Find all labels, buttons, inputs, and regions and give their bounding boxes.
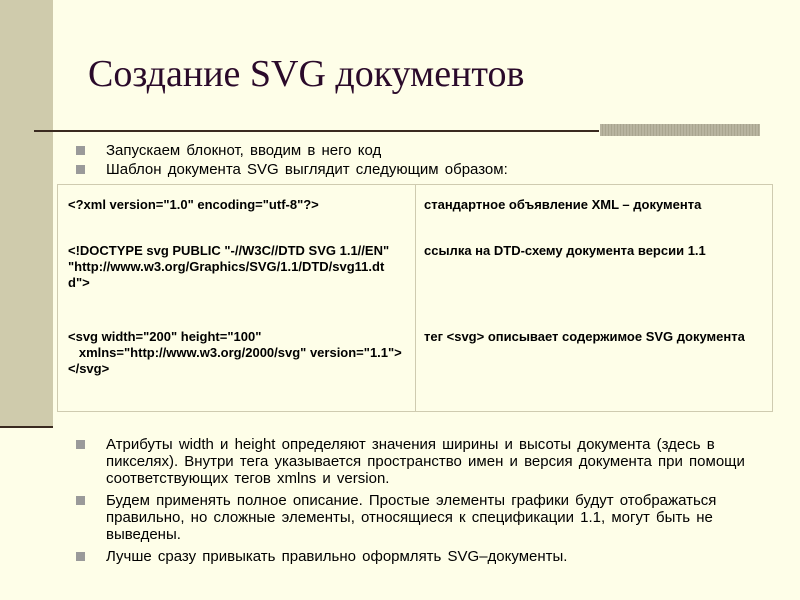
square-bullet-icon (76, 552, 85, 561)
list-item (76, 492, 776, 543)
code-column (58, 185, 416, 411)
bullet-text: Лучше сразу привыкать правильно оформлять SVG–документы. (106, 548, 568, 565)
decorative-side-bar (0, 0, 53, 426)
square-bullet-icon (76, 165, 85, 174)
bullet-text: Атрибуты width и height определяют значения ширины и высоты документа (здесь в пикселях). Внутри тега указывается пространство имен и версия документа при помощи соответствующих тегов xmlns и version. (106, 436, 745, 487)
divider-accent-block (600, 124, 760, 136)
explanation-bullet-list (76, 436, 776, 570)
code-cell-svg-tag: <svg width="200" height="100" xmlns="http://www.w3.org/2000/svg" version="1.1"> </svg> (68, 329, 402, 376)
bullet-text: Будем применять полное описание. Простые элементы графики будут отображаться правильно, но сложные элементы, относящиеся к спецификации 1.1, могут быть не выведены. (106, 492, 717, 543)
svg-template-table (57, 184, 773, 412)
square-bullet-icon (76, 496, 85, 505)
list-item (76, 161, 776, 178)
list-item (76, 142, 776, 159)
decorative-side-line (0, 426, 53, 428)
intro-bullet-list (76, 142, 776, 180)
square-bullet-icon (76, 146, 85, 155)
description-column (416, 185, 772, 411)
description-cell-xml-declaration: стандартное объявление XML – документа (424, 197, 702, 212)
code-cell-xml-declaration: <?xml version="1.0" encoding="utf-8"?> (68, 197, 319, 212)
list-item (76, 436, 776, 487)
slide-title: Создание SVG документов (88, 53, 525, 95)
list-item (76, 548, 776, 565)
bullet-text: Шаблон документа SVG выглядит следующим образом: (106, 161, 508, 178)
description-cell-doctype: ссылка на DTD-схему документа версии 1.1 (424, 243, 706, 258)
bullet-text: Запускаем блокнот, вводим в него код (106, 142, 382, 159)
title-divider (34, 130, 599, 132)
code-cell-doctype: <!DOCTYPE svg PUBLIC "-//W3C//DTD SVG 1.1//EN" "http://www.w3.org/Graphics/SVG/1.1/DTD/svg11.dtd"> (68, 243, 390, 290)
square-bullet-icon (76, 440, 85, 449)
description-cell-svg-tag: тег <svg> описывает содержимое SVG документа (424, 329, 745, 344)
